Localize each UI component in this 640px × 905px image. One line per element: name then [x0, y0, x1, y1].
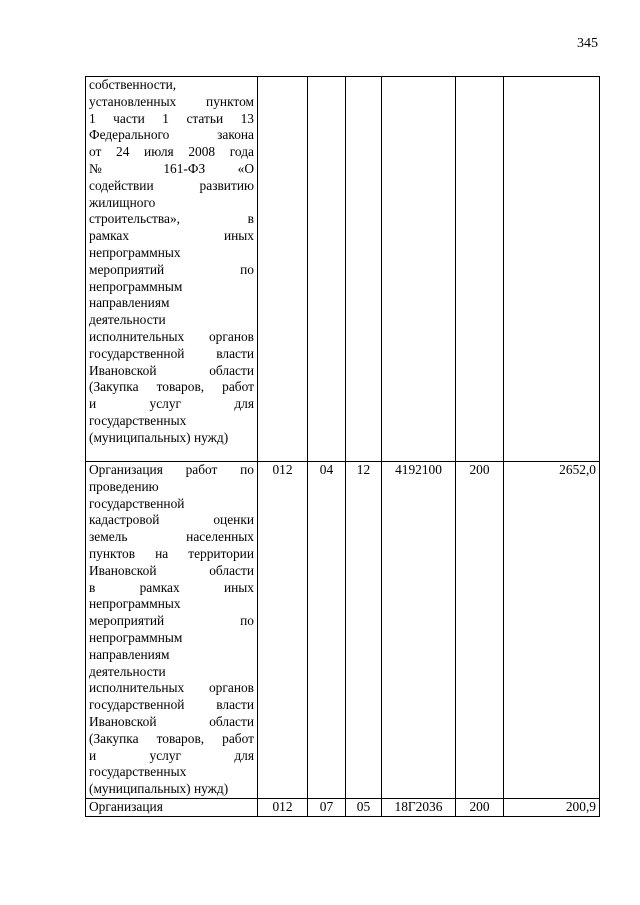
- item-name-line: непрограммным: [89, 629, 183, 645]
- item-name-line: Ивановской области: [89, 562, 254, 578]
- item-name-line: жилищного: [89, 194, 156, 210]
- item-name-line: исполнительных органов: [89, 328, 254, 344]
- subsection-code-cell: 05: [346, 799, 382, 817]
- item-name-line: земель населенных: [89, 529, 254, 545]
- target-article-cell: [382, 77, 456, 462]
- item-name-line: государственных: [89, 764, 187, 780]
- amount-cell: [504, 77, 600, 462]
- target-article-cell: 4192100: [382, 462, 456, 799]
- table-row: [86, 799, 600, 817]
- item-name-line: (Закупка товаров, работ: [89, 379, 254, 395]
- table-row: [86, 462, 600, 799]
- item-name-line: содействии развитию: [89, 177, 254, 193]
- item-name-line: 1 части 1 статьи 13: [89, 110, 254, 126]
- item-name-line: в рамках иных: [89, 579, 254, 595]
- item-name-line: государственной власти: [89, 697, 254, 713]
- item-name-line: Федерального закона: [89, 127, 254, 143]
- item-name-line: пунктов на территории: [89, 545, 254, 561]
- table-row: [86, 77, 600, 462]
- item-name-line: собственности,: [89, 77, 177, 92]
- grbs-code-cell: [258, 77, 308, 462]
- item-name-line: и услуг для: [89, 396, 254, 412]
- item-name-line: мероприятий по: [89, 613, 254, 629]
- target-article-cell: 18Г2036: [382, 799, 456, 817]
- item-name-line: строительства», в: [89, 211, 254, 227]
- page-number: 345: [577, 36, 598, 51]
- amount-cell: 2652,0: [504, 462, 600, 799]
- item-name-line: Ивановской области: [89, 713, 254, 729]
- item-name-line: от 24 июля 2008 года: [89, 144, 254, 160]
- amount-cell: 200,9: [504, 799, 600, 817]
- item-name-cell: [86, 77, 258, 462]
- item-name-line: исполнительных органов: [89, 680, 254, 696]
- section-code-cell: 07: [308, 799, 346, 817]
- item-name-line: (муниципальных) нужд): [89, 429, 229, 445]
- item-name-line: (Закупка товаров, работ: [89, 730, 254, 746]
- item-name-line: рамках иных: [89, 228, 254, 244]
- item-name-line: Ивановской области: [89, 362, 254, 378]
- item-name-line: кадастровой оценки: [89, 512, 254, 528]
- section-code-cell: 04: [308, 462, 346, 799]
- item-name-line: деятельности: [89, 663, 166, 679]
- item-name-line: направлениям: [89, 646, 170, 662]
- item-name-line: непрограммных: [89, 244, 181, 260]
- item-name-line: установленных пунктом: [89, 93, 254, 109]
- subsection-code-cell: [346, 77, 382, 462]
- item-name-line: Организация: [89, 799, 163, 814]
- item-name-line: (муниципальных) нужд): [89, 781, 229, 797]
- item-name-line: государственной власти: [89, 345, 254, 361]
- item-name-line: и услуг для: [89, 747, 254, 763]
- item-name-line: мероприятий по: [89, 261, 254, 277]
- expense-type-cell: [456, 77, 504, 462]
- item-name-line: Организация работ по: [89, 462, 254, 477]
- item-name-line: деятельности: [89, 312, 166, 328]
- section-code-cell: [308, 77, 346, 462]
- item-name-line: государственной: [89, 495, 185, 511]
- subsection-code-cell: 12: [346, 462, 382, 799]
- item-name-line: непрограммным: [89, 278, 183, 294]
- item-name-line: направлениям: [89, 295, 170, 311]
- expense-type-cell: 200: [456, 462, 504, 799]
- item-name-cell: [86, 799, 258, 817]
- budget-table: [85, 76, 600, 817]
- grbs-code-cell: 012: [258, 799, 308, 817]
- grbs-code-cell: 012: [258, 462, 308, 799]
- item-name-cell: [86, 462, 258, 799]
- expense-type-cell: 200: [456, 799, 504, 817]
- item-name-line: проведению: [89, 478, 159, 494]
- item-name-line: государственных: [89, 412, 187, 428]
- item-name-line: № 161-ФЗ «О: [89, 160, 254, 176]
- item-name-line: непрограммных: [89, 596, 181, 612]
